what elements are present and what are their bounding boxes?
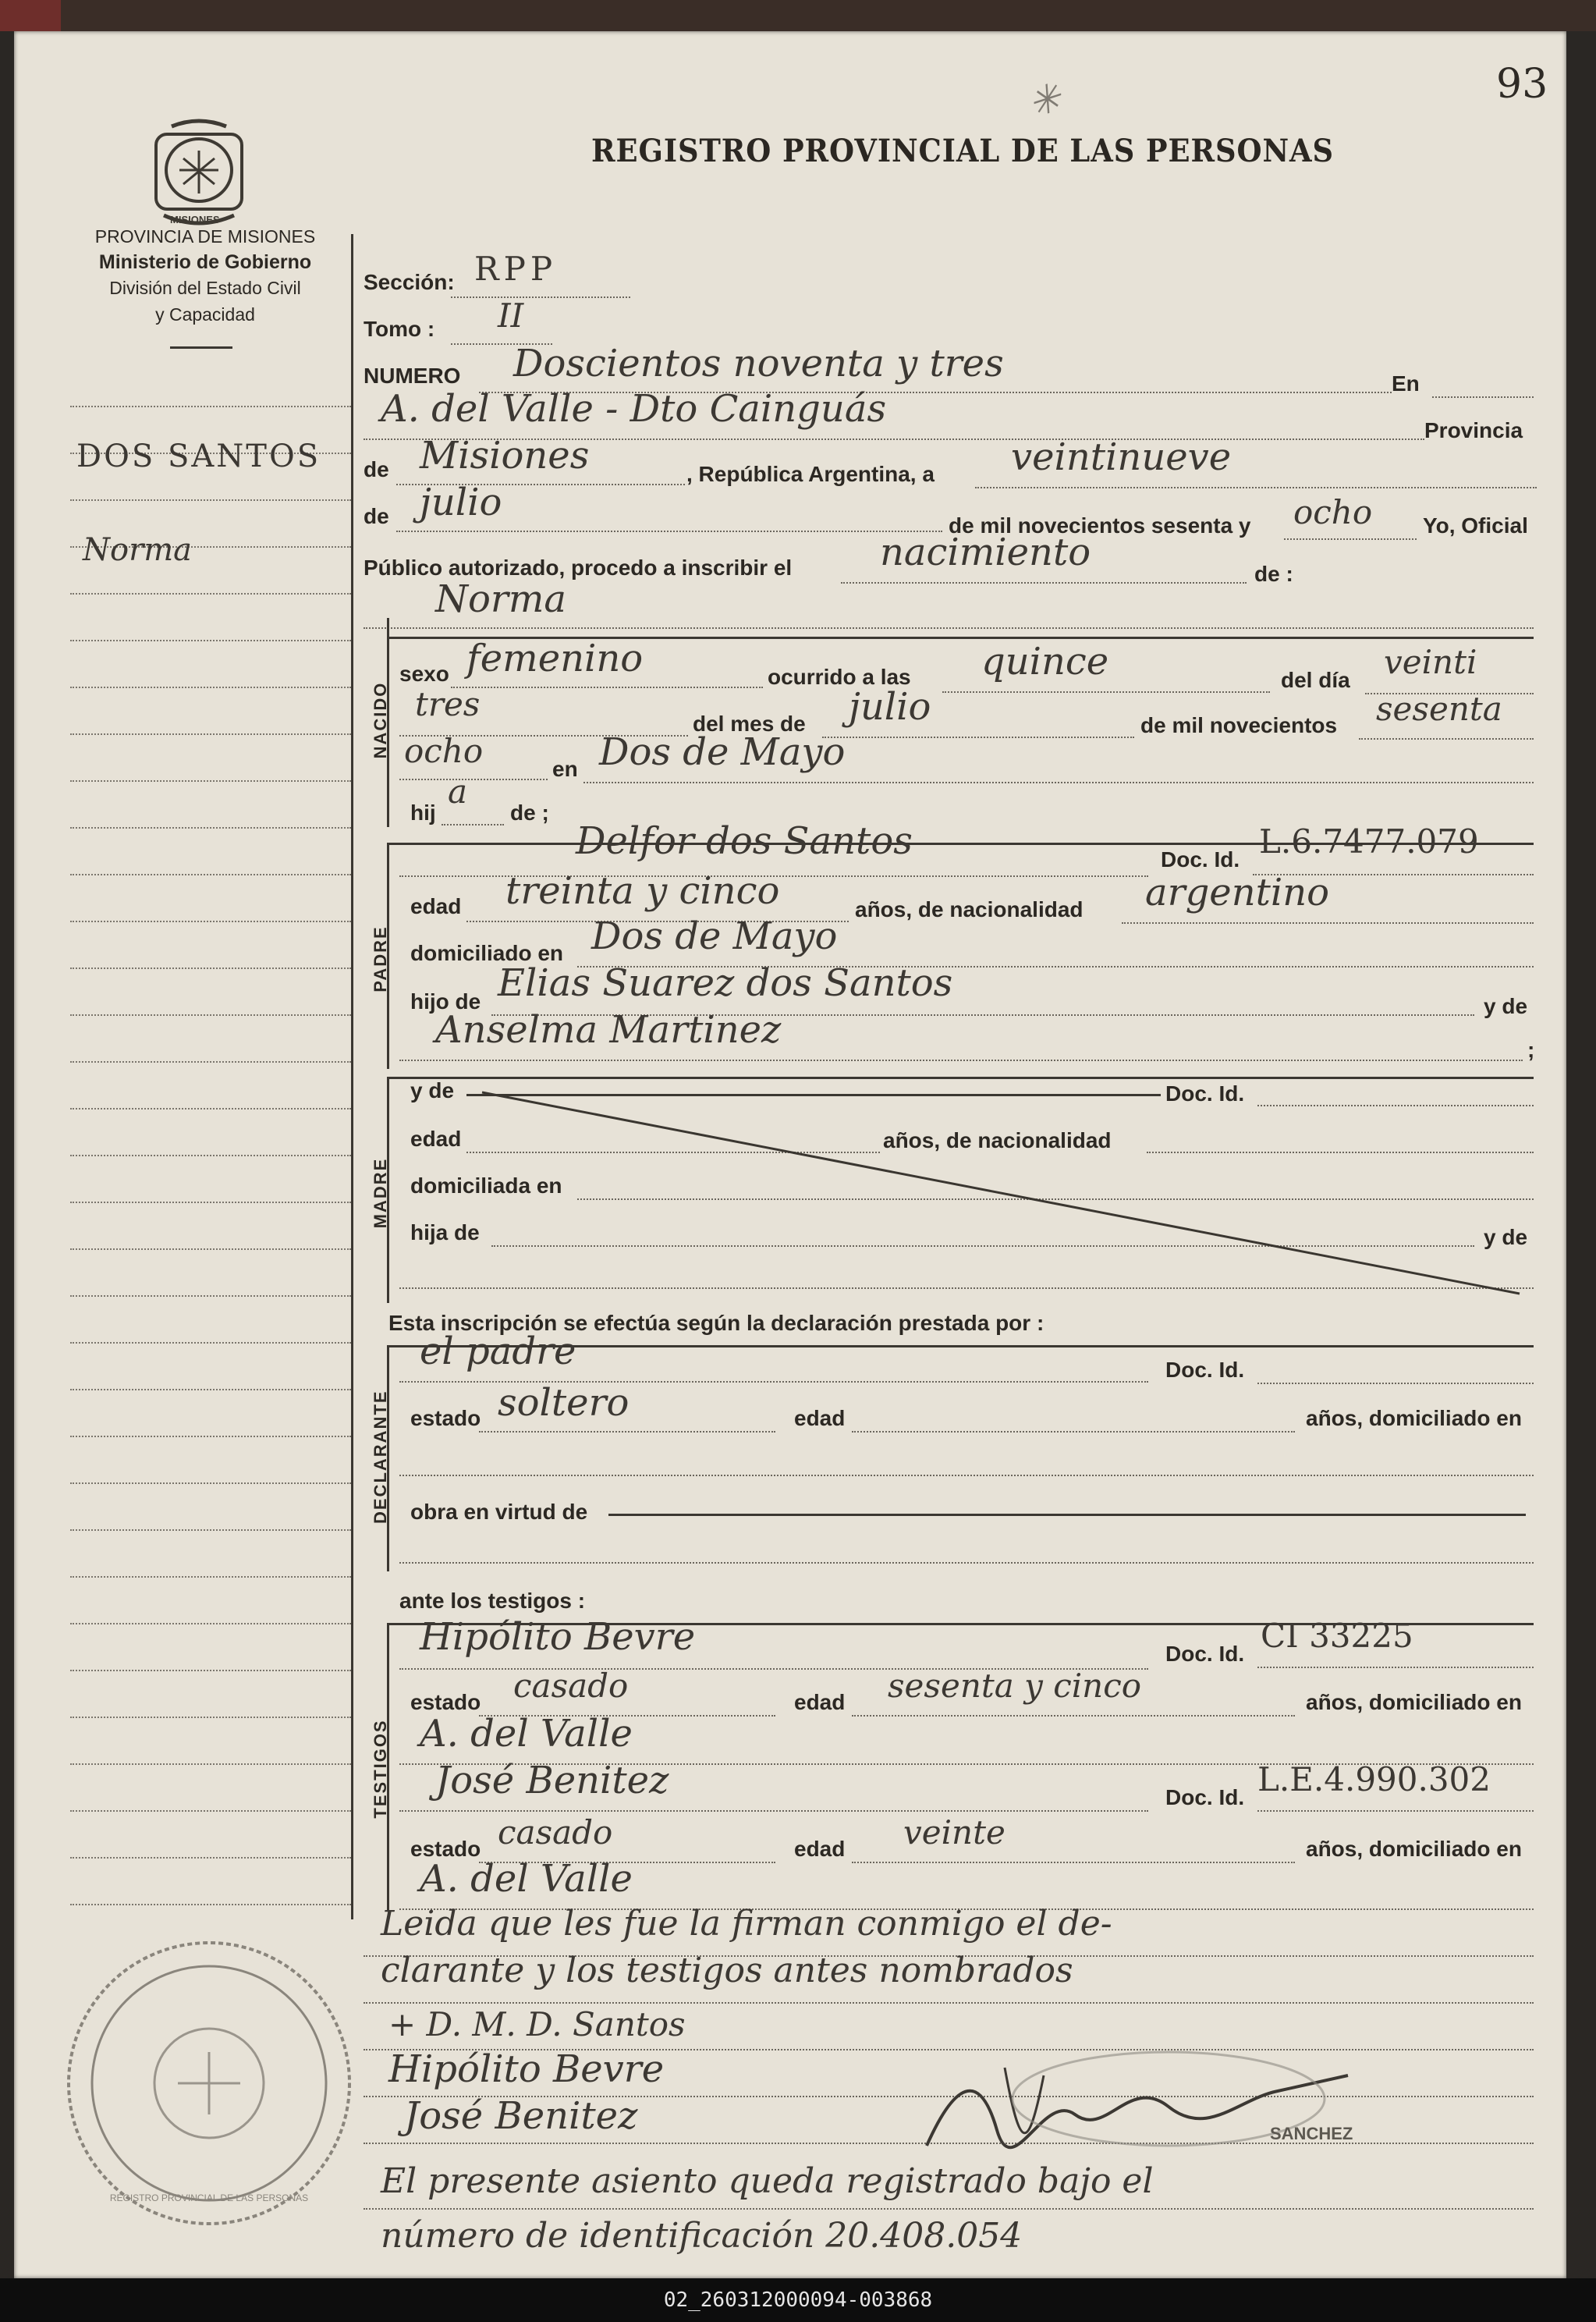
label-nac-padre: años, de nacionalidad xyxy=(855,897,1084,921)
value-testigo2-estado: casado xyxy=(498,1813,613,1852)
letterhead-province: PROVINCIA DE MISIONES xyxy=(94,226,316,247)
value-testigo1-domicilio: A. del Valle xyxy=(420,1712,633,1756)
signature-1: + D. M. D. Santos xyxy=(388,2005,686,2043)
label-hija-de: hija de xyxy=(410,1220,480,1244)
label-declaracion: Esta inscripción se efectúa según la declaración prestada por : xyxy=(388,1311,1044,1335)
value-acto: nacimiento xyxy=(880,531,1091,574)
top-strip xyxy=(0,0,1596,31)
label-doc-padre: Doc. Id. xyxy=(1161,847,1240,872)
value-anio-nac-1: sesenta xyxy=(1376,690,1502,728)
closing-note-1: El presente asiento queda registrado bajo el xyxy=(381,2161,1154,2201)
value-testigo1-edad: sesenta y cinco xyxy=(888,1667,1142,1705)
label-dom-declarante: años, domiciliado en xyxy=(1306,1406,1522,1430)
label-de-mil: de mil novecientos sesenta y xyxy=(949,513,1251,538)
label-tomo: Tomo : xyxy=(364,317,435,341)
value-declarante: el padre xyxy=(420,1330,576,1373)
official-signature-icon xyxy=(911,2044,1379,2169)
label-ocurrido: ocurrido a las xyxy=(768,665,911,689)
label-de-colon: de : xyxy=(1254,562,1293,586)
label-de-prov: de xyxy=(364,457,389,481)
value-testigo2-nombre: José Benitez xyxy=(435,1759,669,1802)
label-republica: , República Argentina, a xyxy=(686,462,935,486)
value-testigo2-doc: L.E.4.990.302 xyxy=(1257,1760,1491,1798)
side-label-declarante: DECLARANTE xyxy=(371,1390,390,1524)
obra-strike xyxy=(608,1514,1526,1516)
label-estado-testigo1: estado xyxy=(410,1690,481,1714)
value-padre-nombre: Delfor dos Santos xyxy=(576,819,913,863)
binder-edge xyxy=(0,0,61,31)
dotline xyxy=(364,2208,1534,2210)
value-padre-edad: treinta y cinco xyxy=(505,869,780,913)
label-y-de-madre: y de xyxy=(410,1078,455,1102)
page-title: REGISTRO PROVINCIAL DE LAS PERSONAS xyxy=(591,133,1334,169)
closing-note-2: número de identificación 20.408.054 xyxy=(381,2216,1023,2256)
label-domiciliado-padre: domiciliado en xyxy=(410,941,564,965)
closing-line-1: Leida que les fue la firman conmigo el de- xyxy=(381,1904,1112,1944)
side-label-nacido: NACIDO xyxy=(371,681,390,759)
value-lugar-nac: Dos de Mayo xyxy=(599,730,846,774)
label-semicolon: ; xyxy=(1527,1038,1535,1062)
label-estado-declarante: estado xyxy=(410,1406,481,1430)
footer-id-bar xyxy=(0,2278,1596,2322)
value-padre-domicilio: Dos de Mayo xyxy=(591,914,838,958)
top-scribble: ✳ xyxy=(1022,73,1067,128)
label-de-mes: de xyxy=(364,504,389,528)
label-doc-testigo1: Doc. Id. xyxy=(1165,1642,1245,1666)
label-y-de: y de xyxy=(1484,994,1528,1018)
value-declarante-estado: soltero xyxy=(498,1381,630,1425)
label-del-mes: del mes de xyxy=(693,712,806,736)
value-testigo1-estado: casado xyxy=(513,1667,629,1705)
label-edad-declarante: edad xyxy=(794,1406,846,1430)
value-testigo2-edad: veinte xyxy=(903,1813,1005,1852)
value-nombre: Norma xyxy=(435,577,566,621)
dotline xyxy=(399,1475,1534,1476)
value-lugar: A. del Valle - Dto Cainguás xyxy=(381,387,887,431)
signature-2: Hipólito Bevre xyxy=(388,2047,665,2091)
value-dia-registro: veintinueve xyxy=(1011,435,1232,479)
registry-sheet xyxy=(14,31,1566,2278)
stamp-icon xyxy=(61,1935,357,2231)
dotline xyxy=(364,2002,1534,2004)
value-anio-registro: ocho xyxy=(1293,493,1373,531)
label-dom-testigo2: años, domiciliado en xyxy=(1306,1837,1522,1861)
label-provincia: Provincia xyxy=(1424,418,1523,442)
letterhead-ministry: Ministerio de Gobierno xyxy=(98,251,312,273)
dotline xyxy=(479,1431,775,1433)
registry-round-stamp xyxy=(61,1935,357,2231)
letterhead-capacity: y Capacidad xyxy=(155,304,255,325)
dotline xyxy=(399,1562,1534,1564)
label-obra: obra en virtud de xyxy=(410,1500,588,1524)
value-padre-nacionalidad: argentino xyxy=(1145,871,1330,914)
value-dia-nac-1: veinti xyxy=(1384,643,1477,681)
value-mes-registro: julio xyxy=(420,481,502,524)
dotline xyxy=(852,1862,1295,1863)
footer-id: 02_260312000094-003868 xyxy=(663,2288,933,2312)
value-sexo: femenino xyxy=(466,637,644,680)
label-del-dia: del día xyxy=(1281,668,1350,692)
value-tomo: II xyxy=(498,296,524,335)
margin-surname: DOS SANTOS xyxy=(76,438,321,474)
official-stamp-name: SANCHEZ xyxy=(1270,2124,1353,2143)
value-provincia: Misiones xyxy=(420,434,590,478)
value-numero: Doscientos noventa y tres xyxy=(513,342,1004,385)
dotline xyxy=(1257,1810,1534,1812)
label-ante-testigos: ante los testigos : xyxy=(399,1589,586,1613)
value-testigo1-doc: CI 33225 xyxy=(1261,1617,1413,1655)
margin-given-name: Norma xyxy=(83,532,192,568)
dotline xyxy=(852,1715,1295,1717)
closing-line-2: clarante y los testigos antes nombrados xyxy=(381,1951,1073,1990)
label-edad-testigo1: edad xyxy=(794,1690,846,1714)
side-label-testigos: TESTIGOS xyxy=(371,1719,390,1819)
seal-text: MISIONES xyxy=(170,214,220,225)
label-y-de-madre2: y de xyxy=(1484,1225,1528,1249)
side-label-madre: MADRE xyxy=(371,1157,390,1229)
label-sexo: sexo xyxy=(399,662,449,686)
label-de-semi: de ; xyxy=(510,801,549,825)
label-dom-testigo1: años, domiciliado en xyxy=(1306,1690,1522,1714)
label-domiciliada: domiciliada en xyxy=(410,1173,562,1198)
value-seccion: RPP xyxy=(474,250,558,288)
value-padre-padre: Elias Suarez dos Santos xyxy=(498,961,953,1005)
dotline xyxy=(399,1810,1148,1812)
value-dia-nac-2: tres xyxy=(415,685,481,723)
dotline xyxy=(852,1431,1295,1433)
dotline xyxy=(1257,1383,1534,1384)
label-nac-madre: años, de nacionalidad xyxy=(883,1128,1112,1152)
value-testigo1-nombre: Hipólito Bevre xyxy=(420,1615,696,1659)
dotline xyxy=(1257,1667,1534,1668)
label-doc-madre: Doc. Id. xyxy=(1165,1081,1245,1106)
label-en-nac: en xyxy=(552,757,578,781)
label-edad-padre: edad xyxy=(410,894,462,918)
value-mes-nac: julio xyxy=(849,685,931,729)
stamp-text: REGISTRO PROVINCIAL DE LAS PERSONAS xyxy=(109,2192,309,2203)
value-hora: quince xyxy=(981,640,1109,683)
label-hijo-de: hijo de xyxy=(410,989,481,1014)
label-hij: hij xyxy=(410,801,436,825)
value-testigo2-domicilio: A. del Valle xyxy=(420,1857,633,1901)
value-padre-madre: Anselma Martinez xyxy=(435,1008,782,1052)
label-doc-declarante: Doc. Id. xyxy=(1165,1358,1245,1382)
value-hij-suffix: a xyxy=(448,772,468,811)
letterhead-division: División del Estado Civil xyxy=(109,278,301,298)
label-edad-testigo2: edad xyxy=(794,1837,846,1861)
value-padre-doc: L.6.7477.079 xyxy=(1259,822,1479,861)
label-seccion: Sección: xyxy=(364,270,455,294)
value-anio-nac-2: ocho xyxy=(404,732,484,770)
signature-3: José Benitez xyxy=(404,2094,638,2138)
label-de-mil2: de mil novecientos xyxy=(1140,713,1338,737)
label-yo-oficial: Yo, Oficial xyxy=(1423,513,1528,538)
label-edad-madre: edad xyxy=(410,1127,462,1151)
label-publico: Público autorizado, procedo a inscribir el xyxy=(364,556,793,580)
page-number: 93 xyxy=(1496,61,1548,108)
label-doc-testigo2: Doc. Id. xyxy=(1165,1785,1245,1809)
side-label-padre: PADRE xyxy=(371,925,390,992)
label-en: En xyxy=(1392,371,1420,396)
label-estado-testigo2: estado xyxy=(410,1837,481,1861)
label-numero: NUMERO xyxy=(364,364,461,388)
